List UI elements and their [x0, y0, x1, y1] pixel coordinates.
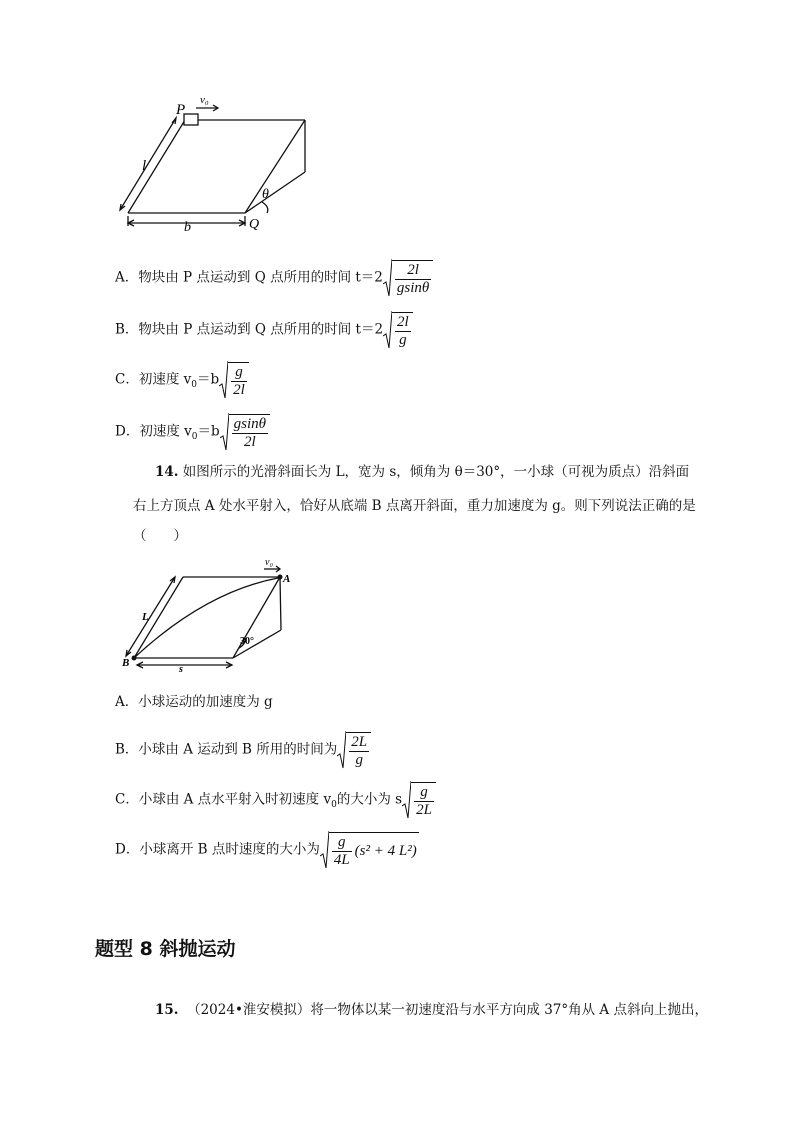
label-B: B: [122, 657, 130, 669]
sqrt-icon: $\frac{2l}{g}$: [383, 310, 413, 350]
figure-inclined-plane-2: [115, 552, 295, 674]
q14-option-a[interactable]: A．小球运动的加速度为 g: [115, 694, 273, 710]
q14-option-d[interactable]: D．小球离开 B 点时速度的大小为 $\frac{g}{4L}$ (s² + 4 L²): [115, 830, 419, 870]
sqrt-icon: $\frac{gsin\theta}{2l}$: [220, 412, 270, 452]
sqrt-icon: $\frac{2l}{gsin\theta}$: [383, 258, 433, 298]
q14-line3: （ ）: [133, 528, 187, 544]
label-L: L: [142, 611, 149, 623]
figure-inclined-plane-1: [100, 90, 330, 240]
q13-option-c[interactable]: C．初速度 $v_0=b$ $\frac{g}{2l}$: [115, 360, 249, 400]
label-30-degrees: 30°: [240, 636, 254, 647]
label-P: P: [176, 102, 186, 118]
q13-option-b[interactable]: B．物块由 P 点运动到 Q 点所用的时间 t＝2 $\frac{2l}{g}$: [115, 310, 413, 350]
q14-option-b[interactable]: B．小球由 A 运动到 B 所用的时间为 $\frac{2L}{g}$: [115, 730, 371, 770]
q15-line1: 15. （2024•淮安模拟）将一物体以某一初速度沿与水平方向成 37°角从 A 点斜向上抛出，: [155, 1002, 708, 1018]
sqrt-icon: $\frac{g}{2l}$: [219, 360, 249, 400]
label-v0-2: v₀: [265, 557, 273, 568]
label-v0: v₀: [200, 94, 209, 106]
q14-line2: 右上方顶点 A 处水平射入，恰好从底端 B 点离开斜面，重力加速度为 g。则下列说法正确的是: [133, 498, 696, 514]
q14-line1: 14. 如图所示的光滑斜面长为 L，宽为 s，倾角为 θ＝30°，一小球（可视为质点）沿斜面: [155, 464, 690, 480]
sqrt-icon: $\frac{g}{4L}$ (s² + 4 L²): [320, 830, 419, 870]
q14-option-c[interactable]: C．小球由 A 点水平射入时初速度 $v_0$的大小为 s $\frac{g}{2L}$: [115, 780, 436, 820]
label-l: l: [142, 158, 147, 174]
q13-option-a[interactable]: A．物块由 P 点运动到 Q 点所用的时间 t＝2 $\frac{2l}{gsin\theta}$: [115, 258, 433, 298]
q13-option-d[interactable]: D．初速度 $v_0=b$ $\frac{gsin\theta}{2l}$: [115, 412, 270, 452]
label-Q: Q: [249, 217, 260, 232]
sqrt-icon: $\frac{g}{2L}$: [402, 780, 436, 820]
label-b: b: [184, 220, 191, 235]
sqrt-icon: $\frac{2L}{g}$: [337, 730, 371, 770]
label-A: A: [283, 573, 291, 585]
section-heading: 题型 8 斜抛运动: [95, 938, 236, 960]
label-s: s: [179, 664, 183, 674]
label-theta: θ: [262, 187, 269, 202]
